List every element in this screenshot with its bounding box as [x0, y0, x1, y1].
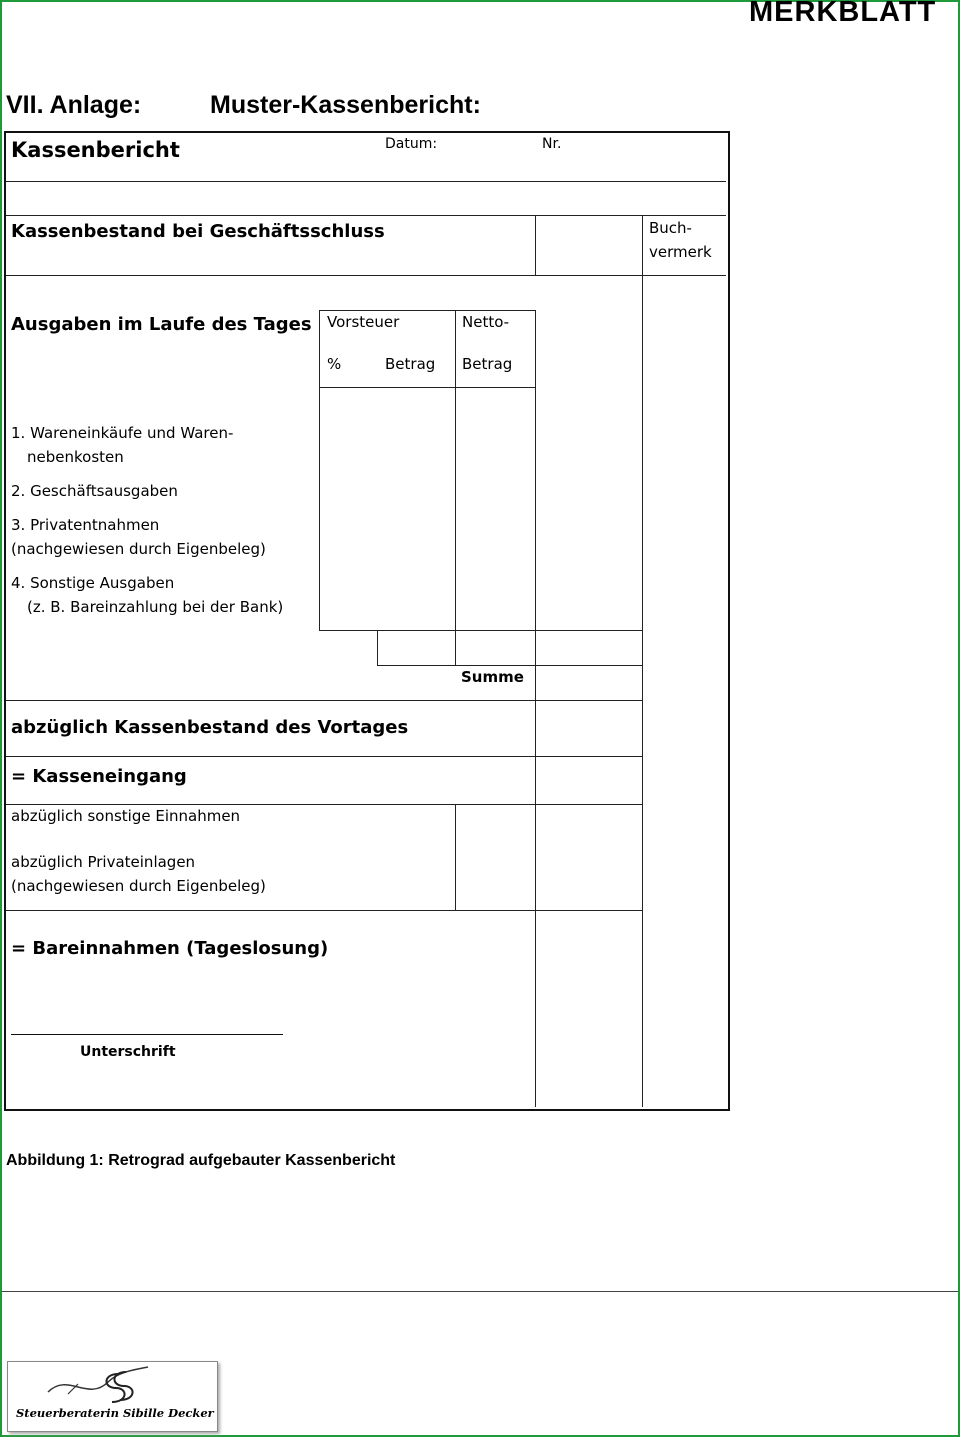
divider [6, 804, 642, 805]
item-label: 3. Privatentnahmen [11, 516, 160, 534]
nr-label: Nr. [542, 136, 562, 152]
divider [377, 665, 642, 666]
privateinlagen-note: (nachgewiesen durch Eigenbeleg) [11, 877, 266, 895]
brand-title: MERKBLATT [749, 0, 937, 28]
divider [455, 804, 456, 910]
logo-text: Steuerberaterin Sibille Decker [16, 1406, 214, 1420]
buchvermerk-label-2: vermerk [649, 243, 712, 261]
betrag-label: Betrag [385, 355, 436, 373]
ausgaben-label: Ausgaben im Laufe des Tages [11, 314, 312, 335]
item-label: 1. Wareneinkäufe und Waren- [11, 424, 234, 442]
datum-label: Datum: [385, 136, 438, 152]
item-label: 4. Sonstige Ausgaben [11, 574, 175, 592]
netto-betrag-label: Betrag [462, 355, 513, 373]
item-label: (z. B. Bareinzahlung bei der Bank) [27, 598, 284, 616]
bareinnahmen-label: = Bareinnahmen (Tageslosung) [11, 938, 329, 959]
signature-line [11, 1034, 283, 1035]
item-label: (nachgewiesen durch Eigenbeleg) [11, 540, 266, 558]
divider [319, 310, 320, 630]
divider [319, 387, 535, 388]
sonstige-einnahmen-label: abzüglich sonstige Einnahmen [11, 807, 241, 825]
divider [455, 310, 456, 665]
summe-label: Summe [461, 668, 524, 686]
footer-divider [2, 1291, 958, 1292]
vorsteuer-label: Vorsteuer [327, 313, 400, 331]
item-label: nebenkosten [27, 448, 124, 466]
kasseneingang-label: = Kasseneingang [11, 766, 187, 787]
company-logo [7, 1361, 218, 1432]
buchvermerk-label-1: Buch- [649, 219, 692, 237]
divider [319, 630, 642, 631]
vortag-label: abzüglich Kassenbestand des Vortages [11, 717, 409, 738]
unterschrift-label: Unterschrift [80, 1044, 176, 1060]
divider [642, 216, 643, 1107]
figure-caption: Abbildung 1: Retrograd aufgebauter Kassenbericht [6, 1152, 396, 1169]
divider [377, 630, 378, 665]
divider [6, 700, 642, 701]
kassenbestand-label: Kassenbestand bei Geschäftsschluss [11, 221, 385, 242]
item-label: 2. Geschäftsausgaben [11, 482, 178, 500]
form-title: Kassenbericht [11, 138, 180, 162]
divider [6, 910, 642, 911]
privateinlagen-label: abzüglich Privateinlagen [11, 853, 196, 871]
divider [319, 310, 535, 311]
divider [6, 756, 642, 757]
percent-label: % [327, 355, 342, 373]
page-heading: Muster-Kassenbericht: [210, 91, 481, 119]
logo-mark-icon [8, 1362, 217, 1412]
divider [535, 216, 536, 275]
netto-label: Netto- [462, 313, 510, 331]
divider [6, 215, 726, 216]
form-outer-border [4, 131, 730, 1111]
section-label: VII. Anlage: [6, 91, 142, 119]
divider [6, 181, 726, 182]
divider [535, 310, 536, 1107]
divider [6, 275, 726, 276]
